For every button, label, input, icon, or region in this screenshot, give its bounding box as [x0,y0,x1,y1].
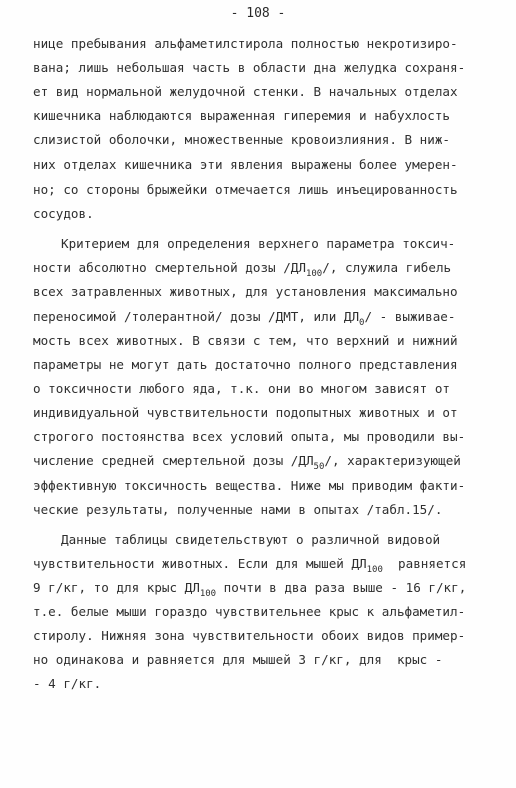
text-line: но; со стороны брыжейки отмечается лишь инъецированность [33,182,458,197]
subscript: 100 [366,565,383,575]
text-line: - 4 г/кг. [33,676,102,691]
text-segment: ности абсолютно смертельной дозы /ДЛ [33,260,306,275]
text-segment: /, характеризующей [324,453,461,468]
text-line: но одинакова и равняется для мышей 3 г/кг, для крыс - [33,652,443,667]
text-line [33,580,466,598]
text-line: вана; лишь небольшая часть в области дна желудка сохраня- [33,60,466,75]
text-segment: /, служила гибель [322,260,452,275]
text-segment: числение средней смертельной дозы /ДЛ [33,453,314,468]
text-line: эффективную токсичность вещества. Ниже мы приводим факти- [33,478,466,493]
text-line: сосудов. [33,206,94,221]
text-line [33,309,455,327]
text-line: индивидуальной чувствительности подопытных животных и от [33,405,458,420]
text-segment: переносимой /толерантной/ дозы /ДМТ, или ДЛ [33,309,360,324]
text-line: Критерием для определения верхнего параметра токсич- [61,236,456,251]
text-line: слизистой оболочки, множественные кровоизлияния. В ниж- [33,132,451,147]
text-line: стиролу. Нижняя зона чувствительности обоих видов пример- [33,628,466,643]
text-line: Данные таблицы свидетельствуют о различной видовой [61,532,441,547]
text-line: нице пребывания альфаметилстирола полностью некротизиро- [33,36,458,51]
text-segment: / - выживае- [364,309,456,324]
text-line: мость всех животных. В связи с тем, что верхний и нижний [33,333,458,348]
text-segment: равняется [382,556,467,571]
text-line: них отделах кишечника эти явления выражены более умерен- [33,157,458,172]
text-segment: почти в два раза выше - 16 г/кг, [216,580,467,595]
text-segment: чувствительности животных. Если для мышей ДЛ [33,556,367,571]
text-line: ет вид нормальной желудочной стенки. В начальных отделах [33,84,458,99]
text-line [33,556,466,574]
text-line: всех затравленных животных, для установления максимально [33,284,458,299]
text-line: кишечника наблюдаются выраженная гиперемия и набухлость [33,108,451,123]
subscript: 0 [359,318,365,328]
text-line: строгого постоянства всех условий опыта, мы проводили вы- [33,429,466,444]
text-line: о токсичности любого яда, т.к. они во многом зависят от [33,381,451,396]
text-line: т.е. белые мыши гораздо чувствительнее крыс к альфаметил- [33,604,466,619]
text-line: параметры не могут дать достаточно полного представления [33,357,458,372]
text-line [33,260,451,278]
page-number: - 108 - [230,6,286,21]
text-segment: 9 г/кг, то для крыс ДЛ [33,580,200,595]
subscript: 100 [305,269,323,279]
subscript: 50 [313,462,325,472]
text-line: ческие результаты, полученные нами в опытах /табл.15/. [33,502,443,517]
subscript: 100 [199,589,217,599]
text-line [33,453,461,471]
